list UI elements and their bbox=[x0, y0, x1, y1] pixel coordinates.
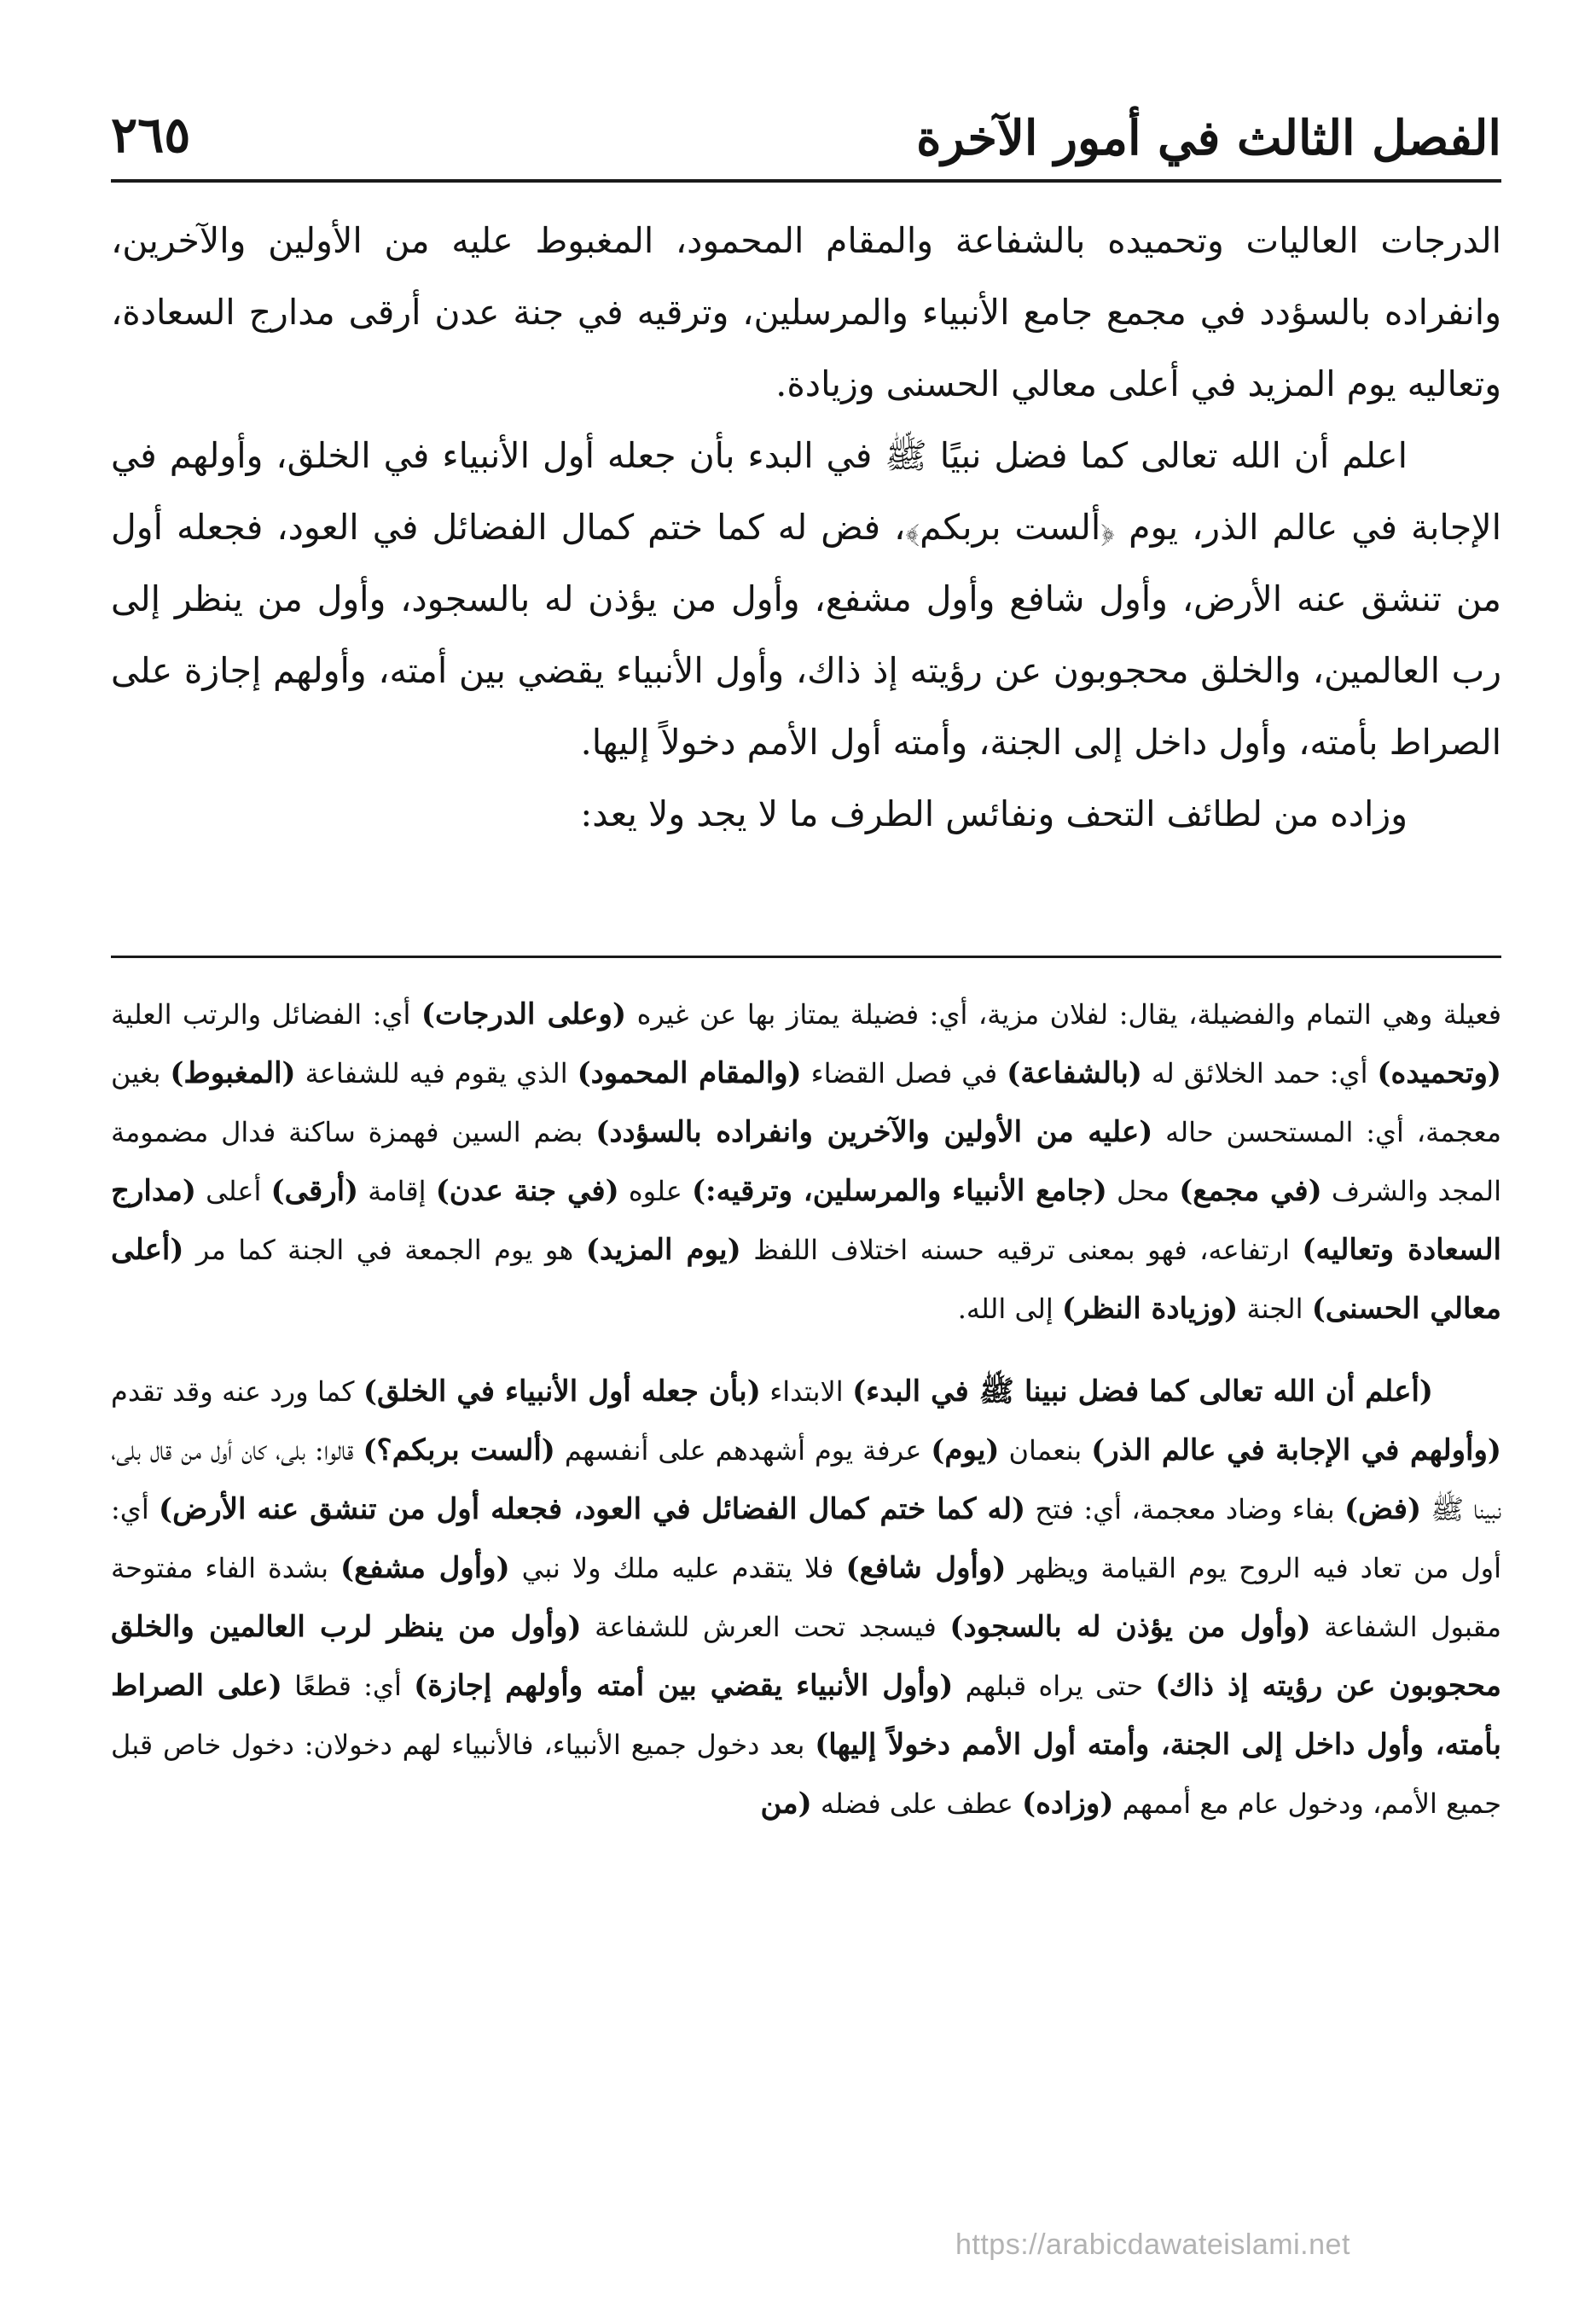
commentary-text: فيسجد تحت العرش للشفاعة bbox=[581, 1611, 950, 1643]
quoted-lemma: (فض) bbox=[1344, 1492, 1422, 1526]
quoted-lemma: (بأن جعله أول الأنبياء في الخلق) bbox=[363, 1374, 761, 1409]
commentary-text: أي: قطعًا bbox=[282, 1670, 415, 1702]
main-paragraph-3: وزاده من لطائف التحف ونفائس الطرف ما لا يجد ولا يعد: bbox=[580, 793, 1408, 834]
commentary bbox=[111, 985, 1501, 2291]
quoted-lemma: (وزيادة النظر) bbox=[1061, 1292, 1239, 1326]
commentary-text: ارتفاعه، فهو بمعنى ترقيه حسنه اختلاف اللفظ bbox=[740, 1234, 1303, 1266]
watermark-url: https://arabicdawateislami.net bbox=[955, 2228, 1350, 2261]
quoted-lemma: (له كما ختم كمال الفضائل في العود، فجعله أول من تنشق عنه الأرض) bbox=[159, 1492, 1026, 1526]
quoted-lemma: (وأول مشفع) bbox=[340, 1551, 510, 1585]
quoted-lemma: (مدارج السعادة وتعاليه) bbox=[111, 1174, 1501, 1267]
page-header bbox=[111, 98, 1501, 179]
quoted-lemma: (ألست بربكم؟) bbox=[363, 1433, 555, 1467]
commentary-text: بعد دخول جميع الأنبياء، فالأنبياء لهم دخولان: دخول خاص قبل جميع الأمم، ودخول عام مع أممهم bbox=[111, 1728, 1501, 1820]
quoted-lemma: (أعلى معالي الحسنى) bbox=[111, 1233, 1501, 1326]
commentary-text: إلى الله. bbox=[957, 1293, 1062, 1325]
quoted-lemma: (المغبوط) bbox=[170, 1056, 296, 1090]
commentary-text: قالوا: بلى، كان أول من قال بلى، نبينا ﷺ bbox=[111, 1434, 1501, 1525]
commentary-paragraph-1 bbox=[111, 985, 1501, 1339]
quoted-lemma: (أعلم أن الله تعالى كما فضل نبينا ﷺ في البدء) bbox=[852, 1374, 1434, 1409]
quoted-lemma: (على الصراط بأمته، وأول داخل إلى الجنة، وأمته أول الأمم دخولاً إليها) bbox=[111, 1669, 1501, 1762]
commentary-text: هو يوم الجمعة في الجنة كما مر bbox=[183, 1234, 586, 1266]
footnote-separator bbox=[111, 956, 1501, 958]
quoted-lemma: (عليه من الأولين والآخرين وانفراده بالسؤدد) bbox=[595, 1115, 1153, 1149]
quoted-lemma: (وأول شافع) bbox=[845, 1551, 1007, 1585]
quoted-lemma: (من bbox=[760, 1787, 812, 1821]
quoted-lemma: (وعلى الدرجات) bbox=[421, 997, 627, 1031]
page-number: ٢٦٥ bbox=[111, 106, 191, 164]
commentary-text: أي: حمد الخلائق له bbox=[1141, 1057, 1378, 1089]
commentary-text: بضم السين فهمزة ساكنة فدال مضمومة المجد والشرف bbox=[111, 1116, 1501, 1207]
commentary-text: حتى يراه قبلهم bbox=[953, 1670, 1156, 1702]
commentary-text: عرفة يوم أشهدهم على أنفسهم bbox=[554, 1434, 932, 1467]
commentary-text: علوه bbox=[618, 1175, 692, 1207]
quoted-lemma: (وتحميده) bbox=[1377, 1056, 1501, 1090]
quoted-lemma: (يوم) bbox=[931, 1433, 1000, 1467]
commentary-text: فعيلة وهي التمام والفضيلة، يقال: لفلان مزية، أي: فضيلة يمتاز بها عن غيره bbox=[626, 998, 1501, 1031]
commentary-text: الابتداء bbox=[760, 1375, 853, 1408]
quoted-lemma: (يوم المزيد) bbox=[585, 1233, 741, 1267]
quoted-lemma: (وأولهم في الإجابة في عالم الذر) bbox=[1091, 1433, 1501, 1467]
quoted-lemma: (بالشفاعة) bbox=[1007, 1056, 1142, 1090]
header-rule bbox=[111, 179, 1501, 183]
main-paragraph-1: الدرجات العاليات وتحميده بالشفاعة والمقام المحمود، المغبوط عليه من الأولين والآخرين، وانفراده بالسؤدد في مجمع جامع الأنبياء والمرسلين، وترقيه في جنة عدن أرقى مدارج السعادة، وتعاليه يوم المزيد في أعلى معالي الحسنى وزيادة. bbox=[111, 220, 1501, 404]
commentary-text: عطف على فضله bbox=[811, 1787, 1022, 1820]
quoted-lemma: (في مجمع) bbox=[1179, 1174, 1322, 1208]
commentary-text: أي: أول من تعاد فيه الروح يوم القيامة ويظهر bbox=[111, 1493, 1501, 1584]
quoted-lemma: (وزاده) bbox=[1022, 1787, 1114, 1821]
commentary-text: كما ورد عنه وقد تقدم bbox=[111, 1375, 363, 1408]
quoted-lemma: (أرقى) bbox=[270, 1174, 359, 1208]
commentary-text: بفاء وضاد معجمة، أي: فتح bbox=[1025, 1493, 1344, 1525]
quoted-lemma: (وأول الأنبياء يقضي بين أمته وأولهم إجازة) bbox=[414, 1669, 954, 1703]
commentary-paragraph-2 bbox=[111, 1362, 1501, 1833]
commentary-text: الذي يقوم فيه للشفاعة bbox=[295, 1057, 578, 1089]
commentary-text: إقامة bbox=[358, 1175, 436, 1207]
quoted-lemma: (وأول من ينظر لرب العالمين والخلق محجوبون عن رؤيته إذ ذاك) bbox=[111, 1610, 1501, 1703]
main-text bbox=[111, 205, 1501, 956]
quoted-lemma: (جامع الأنبياء والمرسلين، وترقيه:) bbox=[691, 1174, 1107, 1208]
commentary-text: في فصل القضاء bbox=[801, 1057, 1007, 1089]
commentary-text: الجنة bbox=[1238, 1293, 1312, 1325]
commentary-text: أي: الفضائل والرتب العلية bbox=[111, 998, 421, 1031]
commentary-text: بنعمان bbox=[999, 1434, 1092, 1467]
running-head: الفصل الثالث في أمور الآخرة bbox=[916, 110, 1501, 166]
commentary-text: محل bbox=[1106, 1175, 1180, 1207]
commentary-text: أعلى bbox=[195, 1175, 271, 1207]
commentary-text: فلا يتقدم عليه ملك ولا نبي bbox=[509, 1552, 846, 1584]
quoted-lemma: (في جنة عدن) bbox=[435, 1174, 619, 1208]
main-paragraph-2: اعلم أن الله تعالى كما فضل نبيًا ﷺ في البدء بأن جعله أول الأنبياء في الخلق، وأولهم في الإجابة في عالم الذر، يوم ﴿ألست بربكم﴾، فض له كما ختم كمال الفضائل في العود، فجعله أول من تنشق عنه الأرض، وأول شافع وأول مشفع، وأول من يؤذن له بالسجود، وأول من ينظر إلى رب العالمين، والخلق محجوبون عن رؤيته إذ ذاك، وأول الأنبياء يقضي بين أمته، وأولهم إجازة على الصراط بأمته، وأول داخل إلى الجنة، وأمته أول الأمم دخولاً إليها. bbox=[111, 435, 1501, 763]
commentary-text: بشدة الفاء مفتوحة مقبول الشفاعة bbox=[111, 1552, 1501, 1643]
commentary-text: بغين معجمة، أي: المستحسن حاله bbox=[111, 1057, 1501, 1148]
quoted-lemma: (وأول من يؤذن له بالسجود) bbox=[949, 1610, 1311, 1644]
quoted-lemma: (والمقام المحمود) bbox=[577, 1056, 802, 1090]
